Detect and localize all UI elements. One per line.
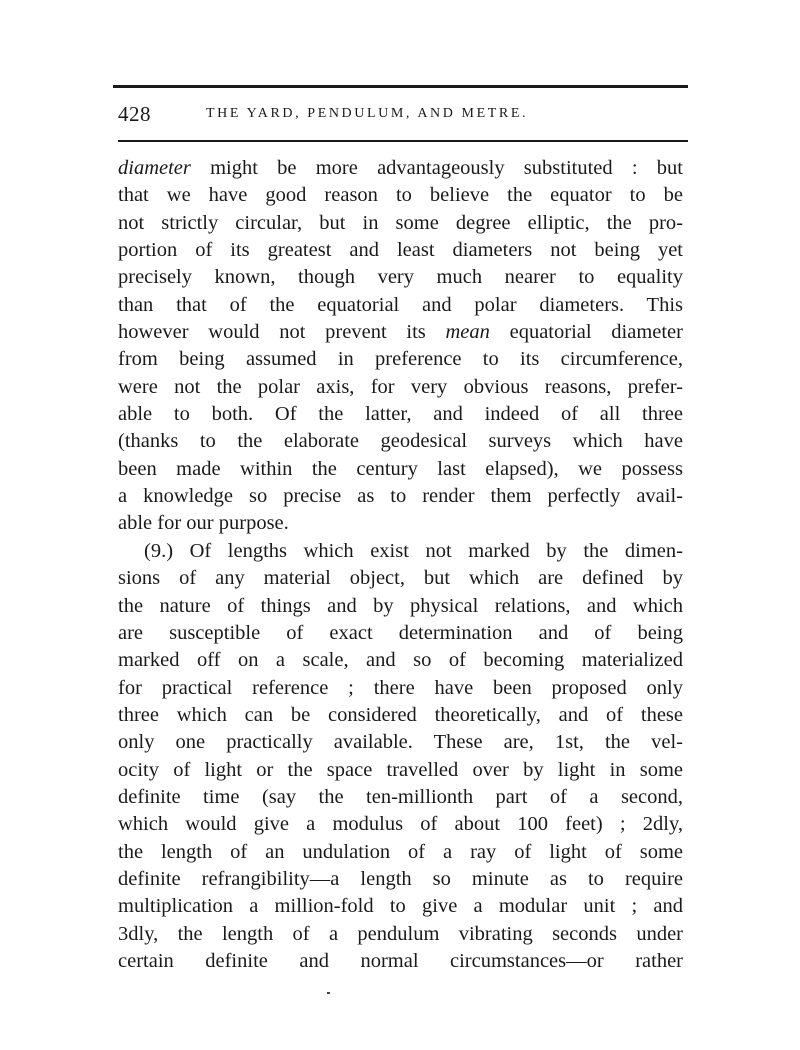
text-line: were not the polar axis, for very obvious reasons, prefer- xyxy=(118,375,683,398)
running-head xyxy=(118,102,688,130)
header-top-rule xyxy=(113,85,688,88)
text-line: certain definite and normal circumstances—or rather xyxy=(118,949,683,972)
text-line: ocity of light or the space travelled over by light in some xyxy=(118,758,683,781)
text-line: three which can be considered theoretically, and of these xyxy=(118,703,683,726)
line-text: however would not prevent its xyxy=(118,321,446,344)
text-line: definite time (say the ten-millionth part of a second, xyxy=(118,785,683,808)
text-line: only one practically available. These are, 1st, the vel- xyxy=(118,731,683,754)
text-line xyxy=(118,319,683,346)
text-line: able to both. Of the latter, and indeed of all three xyxy=(118,403,683,426)
text-line: portion of its greatest and least diameters not being yet xyxy=(118,239,683,262)
line-text: equatorial diameter xyxy=(489,321,683,344)
text-line: are susceptible of exact determination and of being xyxy=(118,621,683,644)
text-line: sions of any material object, but which are defined by xyxy=(118,567,683,590)
running-title: THE YARD, PENDULUM, AND METRE. xyxy=(206,106,529,121)
italic-word: mean xyxy=(445,321,490,344)
body-text xyxy=(118,155,683,975)
text-line: marked off on a scale, and so of becoming materialized xyxy=(118,649,683,672)
text-line: which would give a modulus of about 100 feet) ; 2dly, xyxy=(118,813,683,836)
text-line: the length of an undulation of a ray of light of some xyxy=(118,840,683,863)
paragraph-start-line: (9.) Of lengths which exist not marked by the dimen- xyxy=(144,539,683,562)
text-line: been made within the century last elapsed), we possess xyxy=(118,457,683,480)
text-line: not strictly circular, but in some degree elliptic, the pro- xyxy=(118,211,683,234)
italic-word: diameter xyxy=(118,157,191,179)
text-line: for practical reference ; there have been proposed only xyxy=(118,676,683,699)
text-line xyxy=(118,155,683,182)
header-bottom-rule xyxy=(118,140,688,142)
text-line: multiplication a million-fold to give a modular unit ; and xyxy=(118,895,683,918)
text-line: (thanks to the elaborate geodesical surveys which have xyxy=(118,430,683,453)
print-speck xyxy=(327,992,330,994)
text-line: 3dly, the length of a pendulum vibrating seconds under xyxy=(118,922,683,945)
text-line: able for our purpose. xyxy=(118,512,289,535)
text-line: a knowledge so precise as to render them perfectly avail- xyxy=(118,485,683,508)
line-text: might be more advantageously substituted : but xyxy=(190,157,683,179)
text-line: definite refrangibility—a length so minute as to require xyxy=(118,867,683,890)
text-line: from being assumed in preference to its circumference, xyxy=(118,348,683,371)
text-line: than that of the equatorial and polar diameters. This xyxy=(118,293,683,316)
text-line: precisely known, though very much nearer to equality xyxy=(118,266,683,289)
page-number: 428 xyxy=(118,102,151,126)
text-line: that we have good reason to believe the equator to be xyxy=(118,184,683,207)
text-line: the nature of things and by physical relations, and which xyxy=(118,594,683,617)
